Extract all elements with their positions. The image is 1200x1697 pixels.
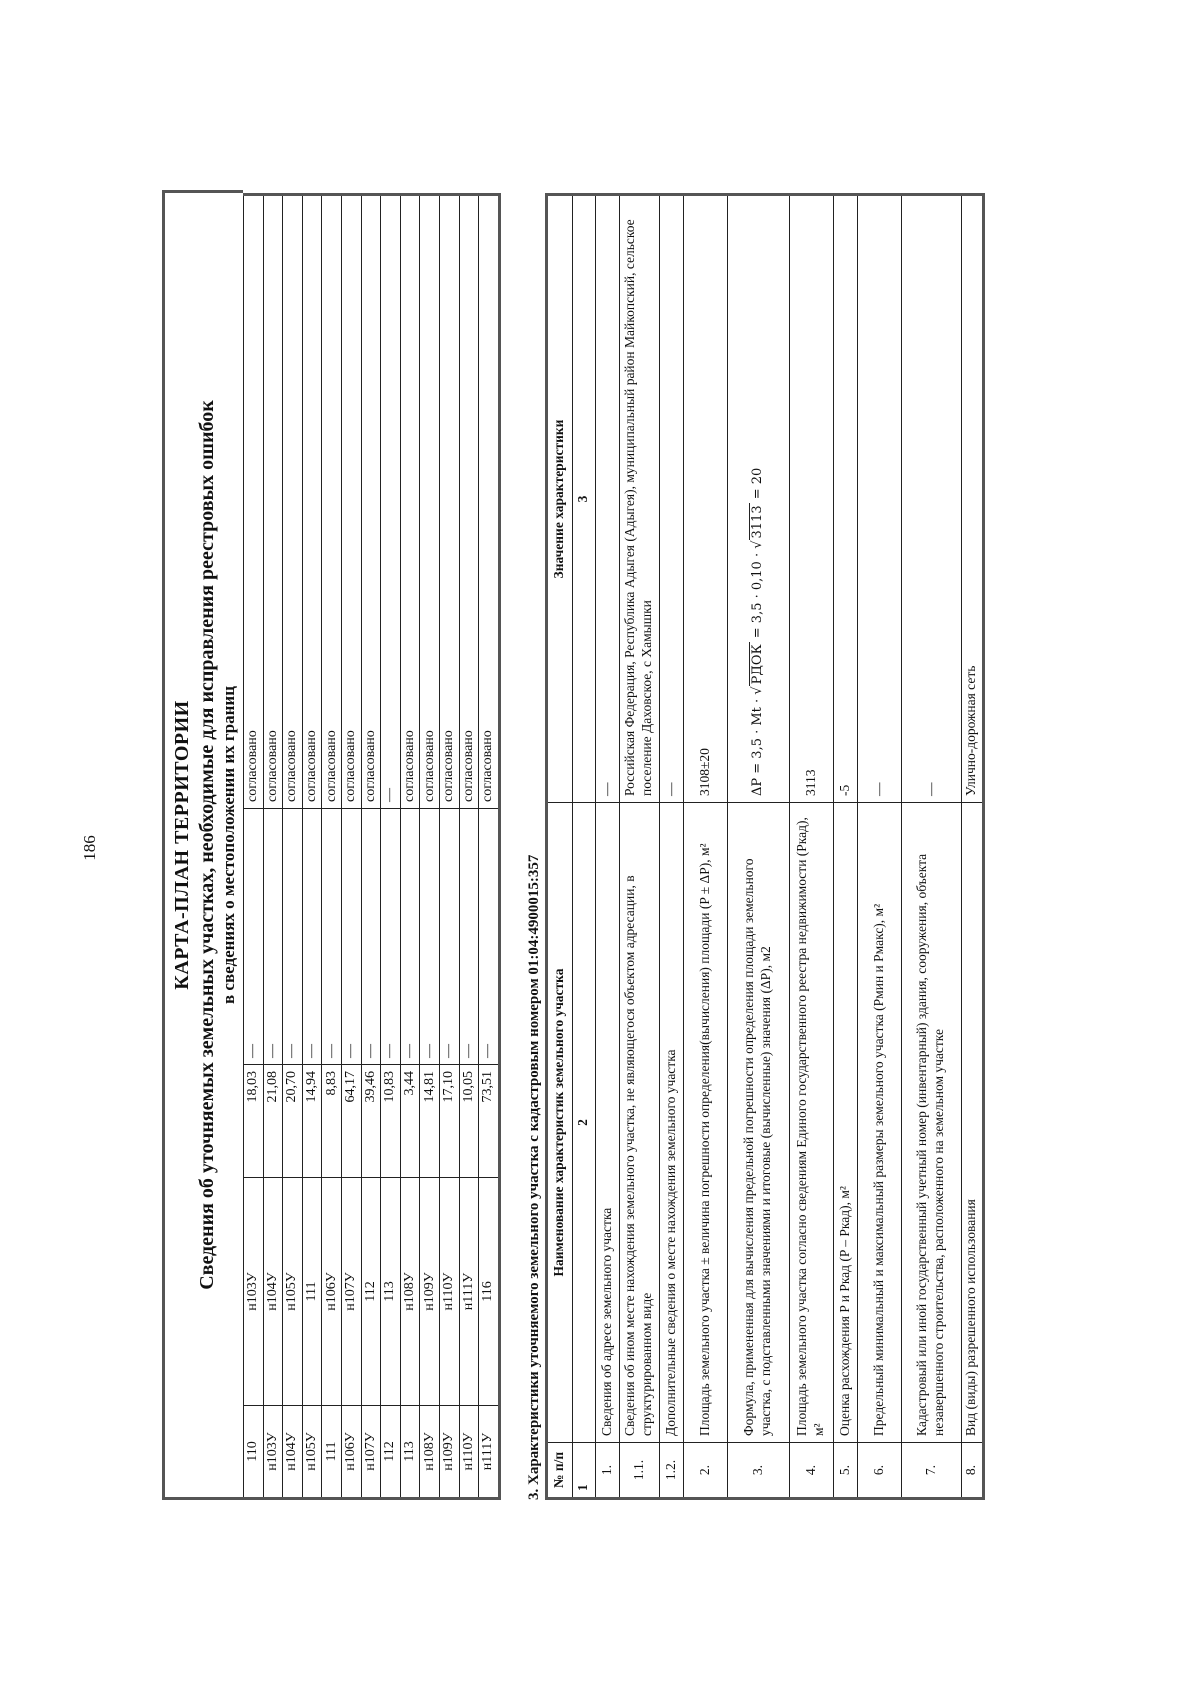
table-row — [244, 195, 264, 1499]
row-index: 5. — [833, 1443, 857, 1499]
row-name: Вид (виды) разрешенного использования — [961, 803, 983, 1443]
header-value: Значение характеристики — [546, 195, 572, 803]
row-index: 1.2. — [659, 1443, 683, 1499]
col-number-1: 1 — [572, 1443, 595, 1499]
point-to: н107У — [341, 1178, 361, 1406]
point-to: н105У — [283, 1178, 303, 1406]
row-value: Российская Федерация, Республика Адыгея (Адыгея), муниципальный район Майкопский, сельское поселение Даховское, с Хамышки — [619, 195, 659, 803]
formula-sqrt1: PДОК — [750, 644, 766, 685]
segment-length: 20,70 — [283, 1065, 303, 1178]
row-name: Предельный минимальный и максимальный размеры земельного участка (Pмин и Pмакс), м² — [857, 803, 901, 1443]
table-row — [683, 195, 727, 1499]
table-row — [619, 195, 659, 1499]
approval-status: согласовано — [400, 195, 420, 809]
table-row — [479, 195, 500, 1499]
point-to: н109У — [420, 1178, 440, 1406]
table-row — [857, 195, 901, 1499]
row-index: 1.1. — [619, 1443, 659, 1499]
table-row — [789, 195, 833, 1499]
row-value-formula: ΔP = 3,5 · Mt · √PДОК = 3,5 · 0,10 · √3113 = 20 — [727, 195, 789, 803]
segment-mark: — — [459, 809, 479, 1065]
point-from: н111У — [479, 1406, 500, 1499]
point-to: н106У — [322, 1178, 342, 1406]
point-to: н104У — [263, 1178, 283, 1406]
page-number: 186 — [80, 835, 99, 861]
point-to: 113 — [381, 1178, 401, 1406]
segment-length: 8,83 — [322, 1065, 342, 1178]
segment-mark: — — [302, 809, 322, 1065]
table-row — [420, 195, 440, 1499]
point-to: 116 — [479, 1178, 500, 1406]
row-value: Улично-дорожная сеть — [961, 195, 983, 803]
point-to: н110У — [439, 1178, 459, 1406]
point-to: 112 — [361, 1178, 381, 1406]
characteristics-table — [545, 193, 985, 1500]
segment-length: 73,51 — [479, 1065, 500, 1178]
approval-status: согласовано — [341, 195, 361, 809]
point-from: 113 — [400, 1406, 420, 1499]
formula-sqrt2: 3113 — [750, 505, 766, 539]
point-to: н103У — [244, 1178, 264, 1406]
point-from: н108У — [420, 1406, 440, 1499]
row-index: 6. — [857, 1443, 901, 1499]
row-value: 3108±20 — [683, 195, 727, 803]
table-row — [400, 195, 420, 1499]
approval-status: — — [381, 195, 401, 809]
subtitle-line2: в сведениях о местоположении их границ — [219, 686, 238, 1004]
segment-length: 10,83 — [381, 1065, 401, 1178]
row-name: Дополнительные сведения о месте нахождения земельного участка — [659, 803, 683, 1443]
formula-prefix: ΔP = 3,5 · Mt · — [750, 694, 766, 796]
segment-mark: — — [479, 809, 500, 1065]
point-from: н109У — [439, 1406, 459, 1499]
segment-length: 18,03 — [244, 1065, 264, 1178]
table-row — [727, 195, 789, 1499]
table-row — [322, 195, 342, 1499]
point-from: 110 — [244, 1406, 264, 1499]
row-value: — — [901, 195, 961, 803]
segment-mark: — — [420, 809, 440, 1065]
approval-status: согласовано — [479, 195, 500, 809]
section3-title: 3. Характеристики уточняемого земельного участка с кадастровым номером 01:04:4900015:357 — [525, 854, 542, 1500]
table-row — [263, 195, 283, 1499]
point-to: 111 — [302, 1178, 322, 1406]
point-from: н110У — [459, 1406, 479, 1499]
row-index: 2. — [683, 1443, 727, 1499]
row-value: — — [595, 195, 619, 803]
approval-status: согласовано — [283, 195, 303, 809]
point-from: н103У — [263, 1406, 283, 1499]
row-name: Площадь земельного участка согласно сведениям Единого государственного реестра недвижимости (Pкад), м² — [789, 803, 833, 1443]
segment-mark: — — [400, 809, 420, 1065]
header-num: № п/п — [546, 1443, 572, 1499]
subtitle-line1: Сведения об уточняемых земельных участках, необходимые для исправления реестровых ошибок — [196, 400, 218, 1290]
row-value: -5 — [833, 195, 857, 803]
point-from: 111 — [322, 1406, 342, 1499]
row-index: 4. — [789, 1443, 833, 1499]
table-row — [901, 195, 961, 1499]
header-name: Наименование характеристик земельного участка — [546, 803, 572, 1443]
segment-length: 64,17 — [341, 1065, 361, 1178]
boundary-points-table — [243, 193, 501, 1500]
segment-length: 3,44 — [400, 1065, 420, 1178]
segment-mark: — — [341, 809, 361, 1065]
row-value: — — [857, 195, 901, 803]
row-index: 7. — [901, 1443, 961, 1499]
point-from: н107У — [361, 1406, 381, 1499]
segment-mark: — — [439, 809, 459, 1065]
segment-length: 10,05 — [459, 1065, 479, 1178]
approval-status: согласовано — [361, 195, 381, 809]
point-from: 112 — [381, 1406, 401, 1499]
table-row — [459, 195, 479, 1499]
table-row — [361, 195, 381, 1499]
segment-length: 39,46 — [361, 1065, 381, 1178]
table-row — [283, 195, 303, 1499]
characteristics-header-row — [546, 195, 572, 1499]
formula-suffix: = 20 — [750, 467, 766, 504]
approval-status: согласовано — [322, 195, 342, 809]
table-row — [302, 195, 322, 1499]
page-title: КАРТА-ПЛАН ТЕРРИТОРИИ — [171, 700, 193, 990]
segment-length: 14,81 — [420, 1065, 440, 1178]
segment-mark: — — [322, 809, 342, 1065]
row-index: 1. — [595, 1443, 619, 1499]
title-block — [162, 190, 243, 1500]
segment-length: 21,08 — [263, 1065, 283, 1178]
point-from: н105У — [302, 1406, 322, 1499]
segment-mark: — — [361, 809, 381, 1065]
point-from: н106У — [341, 1406, 361, 1499]
row-name: Формула, примененная для вычисления предельной погрешности определения площади земельного участка, с подставленными значениями и итоговые (вычисленные) значения (ΔP), м2 — [727, 803, 789, 1443]
table-row — [595, 195, 619, 1499]
characteristics-number-row — [572, 195, 595, 1499]
segment-mark: — — [283, 809, 303, 1065]
table-row — [341, 195, 361, 1499]
row-index: 3. — [727, 1443, 789, 1499]
segment-mark: — — [263, 809, 283, 1065]
row-value: — — [659, 195, 683, 803]
segment-mark: — — [244, 809, 264, 1065]
approval-status: согласовано — [420, 195, 440, 809]
row-name: Площадь земельного участка ± величина погрешности определения(вычисления) площади (P ± ΔP), м² — [683, 803, 727, 1443]
approval-status: согласовано — [263, 195, 283, 809]
point-to: н108У — [400, 1178, 420, 1406]
point-from: н104У — [283, 1406, 303, 1499]
boundary-points-body — [244, 195, 500, 1499]
approval-status: согласовано — [302, 195, 322, 809]
formula-mid: = 3,5 · 0,10 · — [750, 548, 766, 643]
segment-mark: — — [381, 809, 401, 1065]
approval-status: согласовано — [439, 195, 459, 809]
row-value: 3113 — [789, 195, 833, 803]
col-number-3: 3 — [572, 195, 595, 803]
row-index: 8. — [961, 1443, 983, 1499]
col-number-2: 2 — [572, 803, 595, 1443]
point-to: н111У — [459, 1178, 479, 1406]
rotated-document — [162, 196, 979, 1500]
table-row — [659, 195, 683, 1499]
segment-length: 14,94 — [302, 1065, 322, 1178]
table-row — [961, 195, 983, 1499]
approval-status: согласовано — [459, 195, 479, 809]
table-row — [439, 195, 459, 1499]
approval-status: согласовано — [244, 195, 264, 809]
row-name: Сведения об адресе земельного участка — [595, 803, 619, 1443]
row-name: Оценка расхождения P и Pкад (P – Pкад), м² — [833, 803, 857, 1443]
row-name: Сведения об ином месте нахождения земельного участка, не являющегося объектом адресации, в структурированном виде — [619, 803, 659, 1443]
table-row — [381, 195, 401, 1499]
table-row — [833, 195, 857, 1499]
row-name: Кадастровый или иной государственный учетный номер (инвентарный) здания, сооружения, объекта незавершенного строительства, расположенного на земельном участке — [901, 803, 961, 1443]
segment-length: 17,10 — [439, 1065, 459, 1178]
